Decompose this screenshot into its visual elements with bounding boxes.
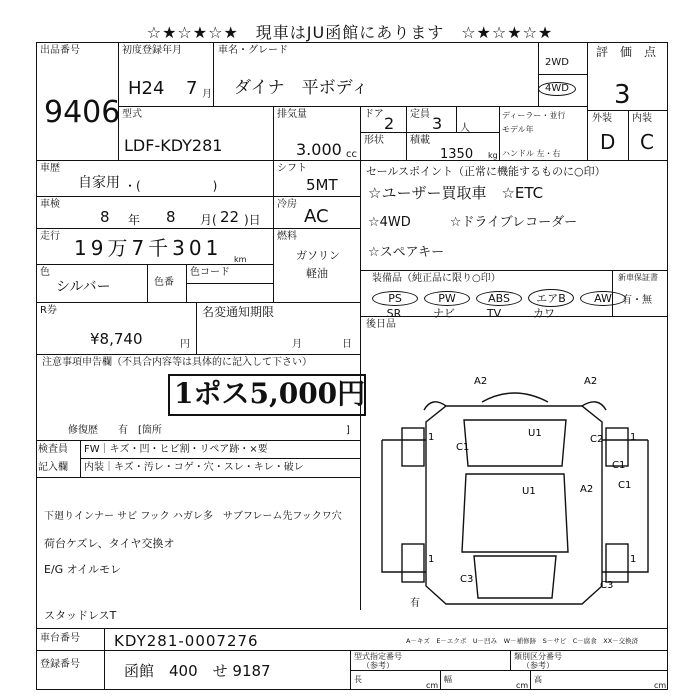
sales-line3: ☆スペアキー bbox=[368, 245, 445, 260]
reg-month-unit: 月 bbox=[202, 89, 212, 100]
equipment-item: SR bbox=[386, 307, 402, 320]
mileage-label: 走行 bbox=[40, 231, 60, 242]
cap-label: 定員 bbox=[410, 109, 430, 120]
score-value: 3 bbox=[614, 80, 631, 110]
sales-label: セールスポイント（正常に機能するものに○印） bbox=[366, 165, 606, 178]
length-unit: cm bbox=[426, 681, 439, 690]
reg-year: H24 bbox=[128, 78, 165, 99]
equipment-item: PS bbox=[372, 291, 418, 306]
color-code-label: 色コード bbox=[190, 267, 230, 278]
damage-mark: 有 bbox=[410, 598, 420, 609]
height-label: 高 bbox=[534, 675, 542, 684]
insp-month: 8 bbox=[166, 208, 176, 226]
insp-year: 8 bbox=[100, 208, 110, 226]
cc-label: 排気量 bbox=[277, 109, 307, 120]
price-stamp-text: 1ポス5,000円 bbox=[174, 377, 366, 410]
banner: ☆★☆★☆★ 現車はJU函館にあります ☆★☆★☆★ bbox=[146, 23, 554, 42]
remark-line4: スタッドレスT bbox=[44, 609, 117, 622]
ext-value: D bbox=[600, 130, 616, 154]
shift-value: 5MT bbox=[306, 176, 338, 194]
transfer-month: 月 bbox=[292, 339, 302, 350]
equipment-item: エアB bbox=[528, 289, 574, 307]
mileage-unit: km bbox=[234, 255, 247, 264]
ac-value: AC bbox=[304, 206, 329, 227]
height-unit: cm bbox=[654, 681, 667, 690]
int-label: 内装 bbox=[632, 113, 652, 124]
equipment-row-2 bbox=[372, 302, 572, 321]
damage-diagram bbox=[362, 376, 668, 616]
mileage-value: 19万7千301 bbox=[74, 236, 223, 260]
equipment-item: カワ bbox=[533, 307, 555, 320]
warranty-value: 有・無 bbox=[622, 295, 652, 306]
door-label: ドア bbox=[364, 109, 384, 120]
shift-label: シフト bbox=[277, 163, 307, 174]
class-ref: （参考） bbox=[522, 661, 554, 670]
repair-close: ] bbox=[346, 425, 350, 436]
chassis-label: 車台番号 bbox=[40, 633, 80, 644]
damage-mark: 1 bbox=[630, 554, 637, 565]
fuel-diesel: 軽油 bbox=[306, 267, 328, 280]
damage-mark: C2 bbox=[590, 434, 604, 445]
cap-unit: 人 bbox=[460, 123, 470, 134]
inspection-label: 車検 bbox=[40, 199, 60, 210]
cap-value: 3 bbox=[432, 114, 443, 133]
dealer-label: ディーラー・並行 bbox=[502, 111, 566, 120]
transfer-day: 日 bbox=[342, 339, 352, 350]
recycle-unit: 円 bbox=[180, 339, 190, 350]
fuel-label: 燃料 bbox=[277, 231, 297, 242]
entry-label: 記入欄 bbox=[38, 462, 68, 473]
plate-label: 登録番号 bbox=[40, 659, 80, 670]
plate-value: 函館 400 せ 9187 bbox=[124, 662, 271, 680]
color-value: シルバー bbox=[56, 279, 111, 295]
damage-mark: C3 bbox=[600, 580, 614, 591]
damage-mark: A2 bbox=[584, 376, 598, 387]
int-value: C bbox=[640, 130, 654, 154]
fuel-gas: ガソリン bbox=[296, 249, 340, 262]
score-label: 評 価 点 bbox=[596, 45, 657, 59]
length-label: 長 bbox=[354, 675, 362, 684]
recycle-value: ¥8,740 bbox=[90, 330, 143, 348]
model-year-label: モデル年 bbox=[502, 125, 534, 134]
damage-mark: A2 bbox=[474, 376, 488, 387]
equipment-item: ABS bbox=[476, 291, 522, 306]
drive-4wd: 4WD bbox=[538, 82, 576, 96]
reg-month: 7 bbox=[186, 78, 198, 99]
damage-mark: A2 bbox=[580, 484, 594, 495]
drive-2wd: 2WD bbox=[545, 57, 569, 68]
history-label: 車歴 bbox=[40, 163, 60, 174]
remark-line2: 荷台ケズレ、タイヤ交換オ bbox=[44, 537, 175, 550]
chassis-value: KDY281-0007276 bbox=[114, 632, 259, 650]
color-label: 色 bbox=[40, 267, 50, 278]
door-value: 2 bbox=[384, 114, 395, 133]
reg-label: 初度登録年月 bbox=[122, 45, 182, 56]
damage-mark: C1 bbox=[612, 460, 626, 471]
damage-mark: U1 bbox=[528, 428, 542, 439]
damage-mark: U1 bbox=[522, 486, 536, 497]
insp-y-unit: 年 bbox=[128, 213, 141, 227]
damage-mark: 1 bbox=[428, 432, 435, 443]
load-label: 積載 bbox=[410, 135, 430, 146]
type-cert-label: 型式指定番号 bbox=[354, 652, 402, 661]
lot-number: 9406 bbox=[44, 95, 121, 130]
retrofit-label: 後日品 bbox=[366, 319, 396, 330]
name-value: ダイナ 平ボディ bbox=[234, 78, 369, 98]
class-label: 類別区分番号 bbox=[514, 652, 562, 661]
equipment-item: ナビ bbox=[433, 307, 455, 320]
name-label: 車名・グレード bbox=[218, 45, 288, 56]
sales-line1: ☆ユーザー買取車 ☆ETC bbox=[368, 184, 544, 202]
history-paren: ・( ) bbox=[124, 179, 218, 193]
history-value: 自家用 bbox=[78, 175, 120, 191]
type-cert-ref: （参考） bbox=[362, 661, 394, 670]
ext-label: 外装 bbox=[592, 113, 612, 124]
damage-mark: 1 bbox=[630, 432, 637, 443]
lot-label: 出品番号 bbox=[40, 45, 80, 56]
insp-d-unit: )日 bbox=[244, 213, 261, 227]
equipment-item: AW bbox=[580, 291, 626, 306]
color-no-label: 色番 bbox=[154, 277, 174, 288]
insp-day: 22 bbox=[220, 208, 240, 226]
remark-line3: E/G オイルモレ bbox=[44, 563, 122, 576]
sales-line2: ☆4WD ☆ドライブレコーダー bbox=[368, 215, 578, 230]
model-label: 型式 bbox=[122, 109, 142, 120]
notes-label: 注意事項申告欄（不具合内容等は具体的に記入して下さい） bbox=[42, 357, 312, 368]
cc-unit: cc bbox=[346, 149, 357, 160]
load-unit: kg bbox=[488, 151, 498, 160]
inspector-label: 検査員 bbox=[38, 444, 68, 455]
equipment-label: 装備品（純正品に限り○印） bbox=[372, 273, 501, 284]
damage-mark: 1 bbox=[428, 554, 435, 565]
equipment-item: PW bbox=[424, 291, 470, 306]
width-label: 幅 bbox=[444, 675, 452, 684]
damage-legend: A－キズ E－エクボ U－凹み W－補修跡 S－サビ C－腐食 XX－交換済 bbox=[406, 637, 639, 645]
repair-value: 有 [箇所 bbox=[118, 425, 162, 436]
warranty-label: 新車保証書 bbox=[618, 273, 658, 282]
model-value: LDF-KDY281 bbox=[124, 136, 223, 155]
transfer-label: 名変通知期限 bbox=[202, 305, 275, 319]
equipment-item: TV bbox=[486, 307, 502, 320]
inspector-row2: 内装｜キズ・汚レ・コゲ・穴・スレ・キレ・破レ bbox=[84, 462, 304, 473]
ac-label: 冷房 bbox=[277, 199, 297, 210]
shape-label: 形状 bbox=[364, 135, 384, 146]
damage-mark: C3 bbox=[460, 574, 474, 585]
inspector-row1: FW｜キズ・凹・ヒビ割・リペア跡・×要 bbox=[84, 444, 268, 455]
insp-m-unit: 月( bbox=[200, 213, 217, 227]
damage-mark: C1 bbox=[456, 442, 470, 453]
handle-label: ハンドル 左・右 bbox=[502, 149, 561, 158]
load-value: 1350 bbox=[440, 147, 474, 162]
repair-label: 修復歴 bbox=[68, 425, 98, 436]
recycle-label: R券 bbox=[40, 305, 57, 316]
width-unit: cm bbox=[516, 681, 529, 690]
damage-mark: C1 bbox=[618, 480, 632, 491]
cc-value: 3.000 bbox=[296, 140, 342, 159]
remark-line1: 下廻りインナー サビ フック ハガレ多 サブフレーム先フックワ穴 bbox=[44, 511, 342, 522]
